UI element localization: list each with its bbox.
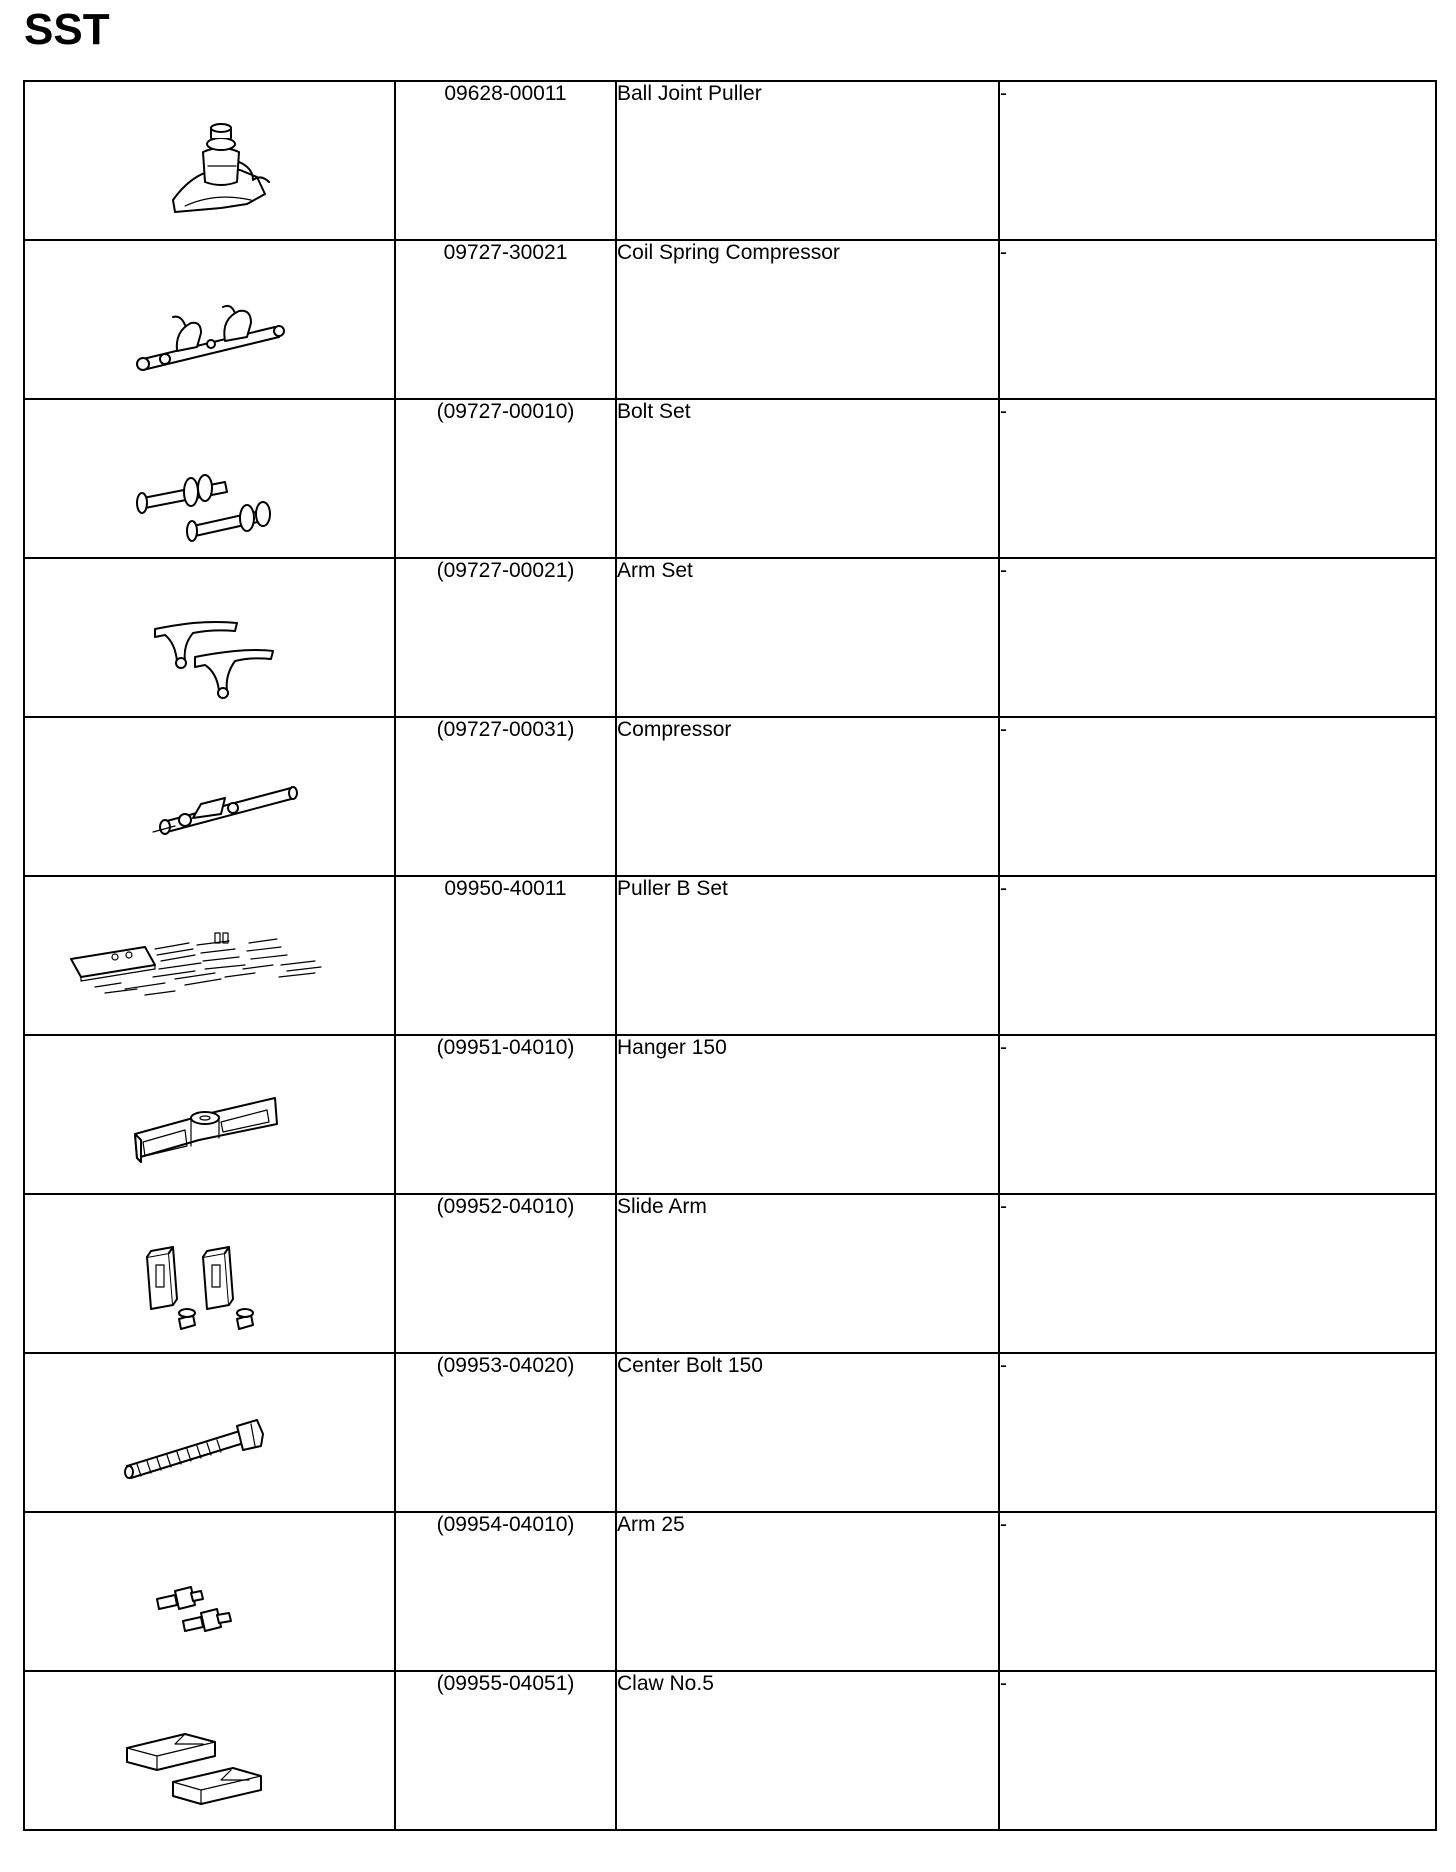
part-number: (09727-00031) — [395, 717, 616, 876]
part-number: 09628-00011 — [395, 81, 616, 240]
part-number: (09955-04051) — [395, 1671, 616, 1830]
table-row — [24, 876, 1436, 1035]
part-number: (09954-04010) — [395, 1512, 616, 1671]
part-number: 09950-40011 — [395, 876, 616, 1035]
tool-note: - — [999, 81, 1436, 240]
bolt-set-icon — [25, 400, 394, 557]
tool-name: Ball Joint Puller — [616, 81, 999, 240]
part-number: (09727-00010) — [395, 399, 616, 558]
tool-name: Hanger 150 — [616, 1035, 999, 1194]
part-number: (09953-04020) — [395, 1353, 616, 1512]
tool-note: - — [999, 240, 1436, 399]
table-row — [24, 1353, 1436, 1512]
tool-note: - — [999, 1671, 1436, 1830]
arm-set-icon — [25, 559, 394, 716]
tool-note: - — [999, 1353, 1436, 1512]
table-row — [24, 399, 1436, 558]
tool-note: - — [999, 717, 1436, 876]
tool-name: Bolt Set — [616, 399, 999, 558]
table-row — [24, 240, 1436, 399]
tool-name: Puller B Set — [616, 876, 999, 1035]
tool-name: Claw No.5 — [616, 1671, 999, 1830]
part-number: (09951-04010) — [395, 1035, 616, 1194]
coil-spring-compressor-icon — [25, 241, 394, 398]
tool-note: - — [999, 1512, 1436, 1671]
tool-name: Arm Set — [616, 558, 999, 717]
tool-note: - — [999, 1035, 1436, 1194]
tool-note: - — [999, 1194, 1436, 1353]
ball-joint-puller-icon — [25, 82, 394, 239]
arm-25-icon — [25, 1513, 394, 1670]
tool-name: Center Bolt 150 — [616, 1353, 999, 1512]
compressor-icon — [25, 718, 394, 875]
tool-name: Coil Spring Compressor — [616, 240, 999, 399]
tool-name: Slide Arm — [616, 1194, 999, 1353]
table-row — [24, 1035, 1436, 1194]
center-bolt-icon — [25, 1354, 394, 1511]
table-row — [24, 558, 1436, 717]
tool-name: Arm 25 — [616, 1512, 999, 1671]
tool-name: Compressor — [616, 717, 999, 876]
table-row — [24, 1671, 1436, 1830]
part-number: (09952-04010) — [395, 1194, 616, 1353]
claw-icon — [25, 1672, 394, 1829]
tool-note: - — [999, 399, 1436, 558]
slide-arm-icon — [25, 1195, 394, 1352]
tool-note: - — [999, 558, 1436, 717]
page-title: SST — [24, 5, 110, 54]
part-number: (09727-00021) — [395, 558, 616, 717]
tool-note: - — [999, 876, 1436, 1035]
table-row — [24, 1194, 1436, 1353]
puller-b-set-icon — [25, 877, 394, 1034]
table-row — [24, 717, 1436, 876]
table-row — [24, 1512, 1436, 1671]
sst-table — [23, 80, 1437, 1831]
part-number: 09727-30021 — [395, 240, 616, 399]
hanger-icon — [25, 1036, 394, 1193]
table-row — [24, 81, 1436, 240]
